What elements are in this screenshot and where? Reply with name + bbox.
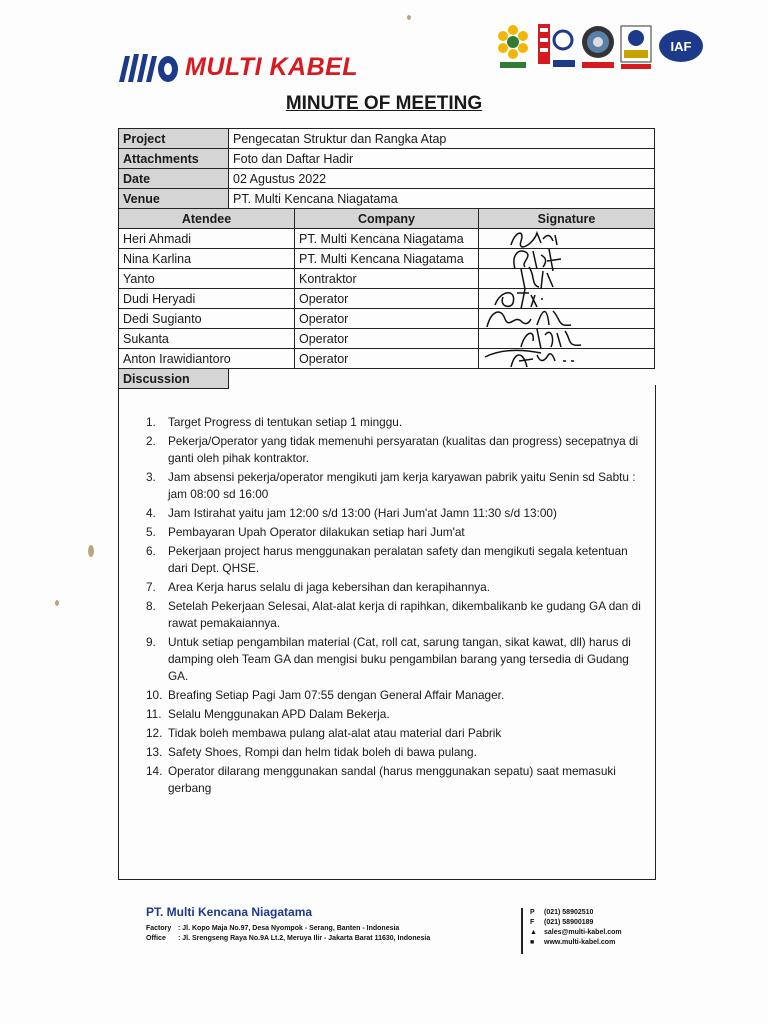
attendee-company: PT. Multi Kencana Niagatama (295, 249, 479, 269)
attendee-name: Dudi Heryadi (119, 289, 295, 309)
meta-label: Attachments (119, 149, 229, 169)
list-item: 8. Setelah Pekerjaan Selesai, Alat-alat kerja di rapihkan, dikembalikanb ke gudang GA dan di rawat pemakaiannya. (146, 599, 641, 630)
footer-divider (521, 908, 523, 954)
meta-row-attachments (119, 149, 655, 169)
document-title: MINUTE OF MEETING (285, 93, 483, 114)
footer-address (146, 924, 430, 944)
sni-emblem-icon (494, 22, 532, 70)
list-item: 3. Jam absensi pekerja/operator mengikuti jam kerja karyawan pabrik yaitu Senin sd Sabtu : jam 08:00 sd 16:00 (146, 470, 636, 501)
attendee-name: Anton Irawidiantoro (119, 349, 295, 369)
svg-text:IAF: IAF (670, 39, 692, 54)
meta-label: Project (119, 129, 229, 149)
list-item: 10. Breafing Setiap Pagi Jam 07:55 dengan General Affair Manager. (146, 688, 505, 702)
email-line: ▲ sales@multi-kabel.com (530, 929, 622, 936)
attendee-company: PT. Multi Kencana Niagatama (295, 229, 479, 249)
attendee-company: Operator (295, 289, 479, 309)
footer-contact (530, 908, 622, 948)
list-item: 4. Jam Istirahat yaitu jam 12:00 s/d 13:00 (Hari Jum'at Jamn 11:30 s/d 13:00) (146, 506, 557, 520)
attendee-name: Sukanta (119, 329, 295, 349)
list-item: 5. Pembayaran Upah Operator dilakukan setiap hari Jum'at (146, 525, 465, 539)
signature-header: Signature (479, 209, 655, 229)
meta-label: Date (119, 169, 229, 189)
list-item: 1. Target Progress di tentukan setiap 1 minggu. (146, 415, 403, 429)
brand-name: MULTI KABEL (185, 52, 359, 81)
factory-address: Factory : Jl. Kopo Maja No.97, Desa Nyompok - Serang, Banten - Indonesia (146, 925, 400, 932)
attendee-row (119, 349, 655, 369)
meta-row-project (119, 129, 655, 149)
scan-speck (55, 600, 59, 606)
company-header: Company (295, 209, 479, 229)
meta-value: PT. Multi Kencana Niagatama (229, 189, 655, 209)
iaf-logo-icon (656, 22, 706, 70)
globe-icon: ■ (530, 939, 535, 946)
attendee-company: Operator (295, 309, 479, 329)
discussion-label: Discussion (119, 369, 229, 389)
handwritten-signature (481, 345, 591, 371)
attendee-name: Nina Karlina (119, 249, 295, 269)
list-item: 2. Pekerja/Operator yang tidak memenuhi persyaratan (kualitas dan progress) secepatnya di ganti oleh pihak kontraktor. (146, 434, 639, 465)
multi-kabel-logo-icon (117, 50, 179, 84)
scan-speck (88, 545, 94, 557)
certification-logos (494, 20, 706, 72)
egac-badge-icon (620, 22, 652, 70)
list-item: 12. Tidak boleh membawa pulang alat-alat atau material dari Pabrik (146, 726, 502, 740)
attendee-company: Kontraktor (295, 269, 479, 289)
company-logo (117, 50, 358, 84)
attendee-name: Heri Ahmadi (119, 229, 295, 249)
list-item: 6. Pekerjaan project harus menggunakan peralatan safety dan mengikuti segala ketentuan dari Dept. QHSE. (146, 544, 628, 575)
attendee-company: Operator (295, 329, 479, 349)
list-item: 11. Selalu Menggunakan APD Dalam Bekerja. (146, 707, 390, 721)
fax-line: F (021) 58900189 (530, 919, 594, 926)
list-item: 7. Area Kerja harus selalu di jaga kebersihan dan kerapihannya. (146, 580, 491, 594)
discussion-list (146, 414, 646, 799)
phone-line: P (021) 58902510 (530, 909, 594, 916)
email-icon: ▲ (530, 929, 537, 936)
meta-value: Pengecatan Struktur dan Rangka Atap (229, 129, 655, 149)
footer-company-name: PT. Multi Kencana Niagatama (146, 905, 313, 919)
meta-row-venue (119, 189, 655, 209)
meta-label: Venue (119, 189, 229, 209)
list-item: 9. Untuk setiap pengambilan material (Cat, roll cat, sarung tangan, sikat kawat, dll) harus di damping oleh Team GA dan mengisi buku pengambilan barang yang tersedia di Gudang GA. (146, 635, 631, 683)
meeting-info-table (118, 128, 655, 389)
attendee-name: Dedi Sugianto (119, 309, 295, 329)
meta-value: 02 Agustus 2022 (229, 169, 655, 189)
office-address: Office : Jl. Srengseng Raya No.9A Lt.2, Meruya Ilir - Jakarta Barat 11630, Indonesia (146, 935, 431, 942)
signature-cell (479, 349, 655, 369)
iso-seal-icon (580, 22, 616, 70)
attendee-company: Operator (295, 349, 479, 369)
meta-value: Foto dan Daftar Hadir (229, 149, 655, 169)
attendee-name: Yanto (119, 269, 295, 289)
list-item: 13. Safety Shoes, Rompi dan helm tidak boleh di bawa pulang. (146, 745, 477, 759)
attendee-header: Atendee (119, 209, 295, 229)
web-line: ■ www.multi-kabel.com (530, 939, 616, 946)
list-item: 14. Operator dilarang menggunakan sandal (harus menggunakan sepatu) saat memasuki gerbang (146, 764, 616, 795)
meta-row-date (119, 169, 655, 189)
ykan-certificate-icon (536, 22, 576, 70)
scan-speck (407, 15, 411, 20)
